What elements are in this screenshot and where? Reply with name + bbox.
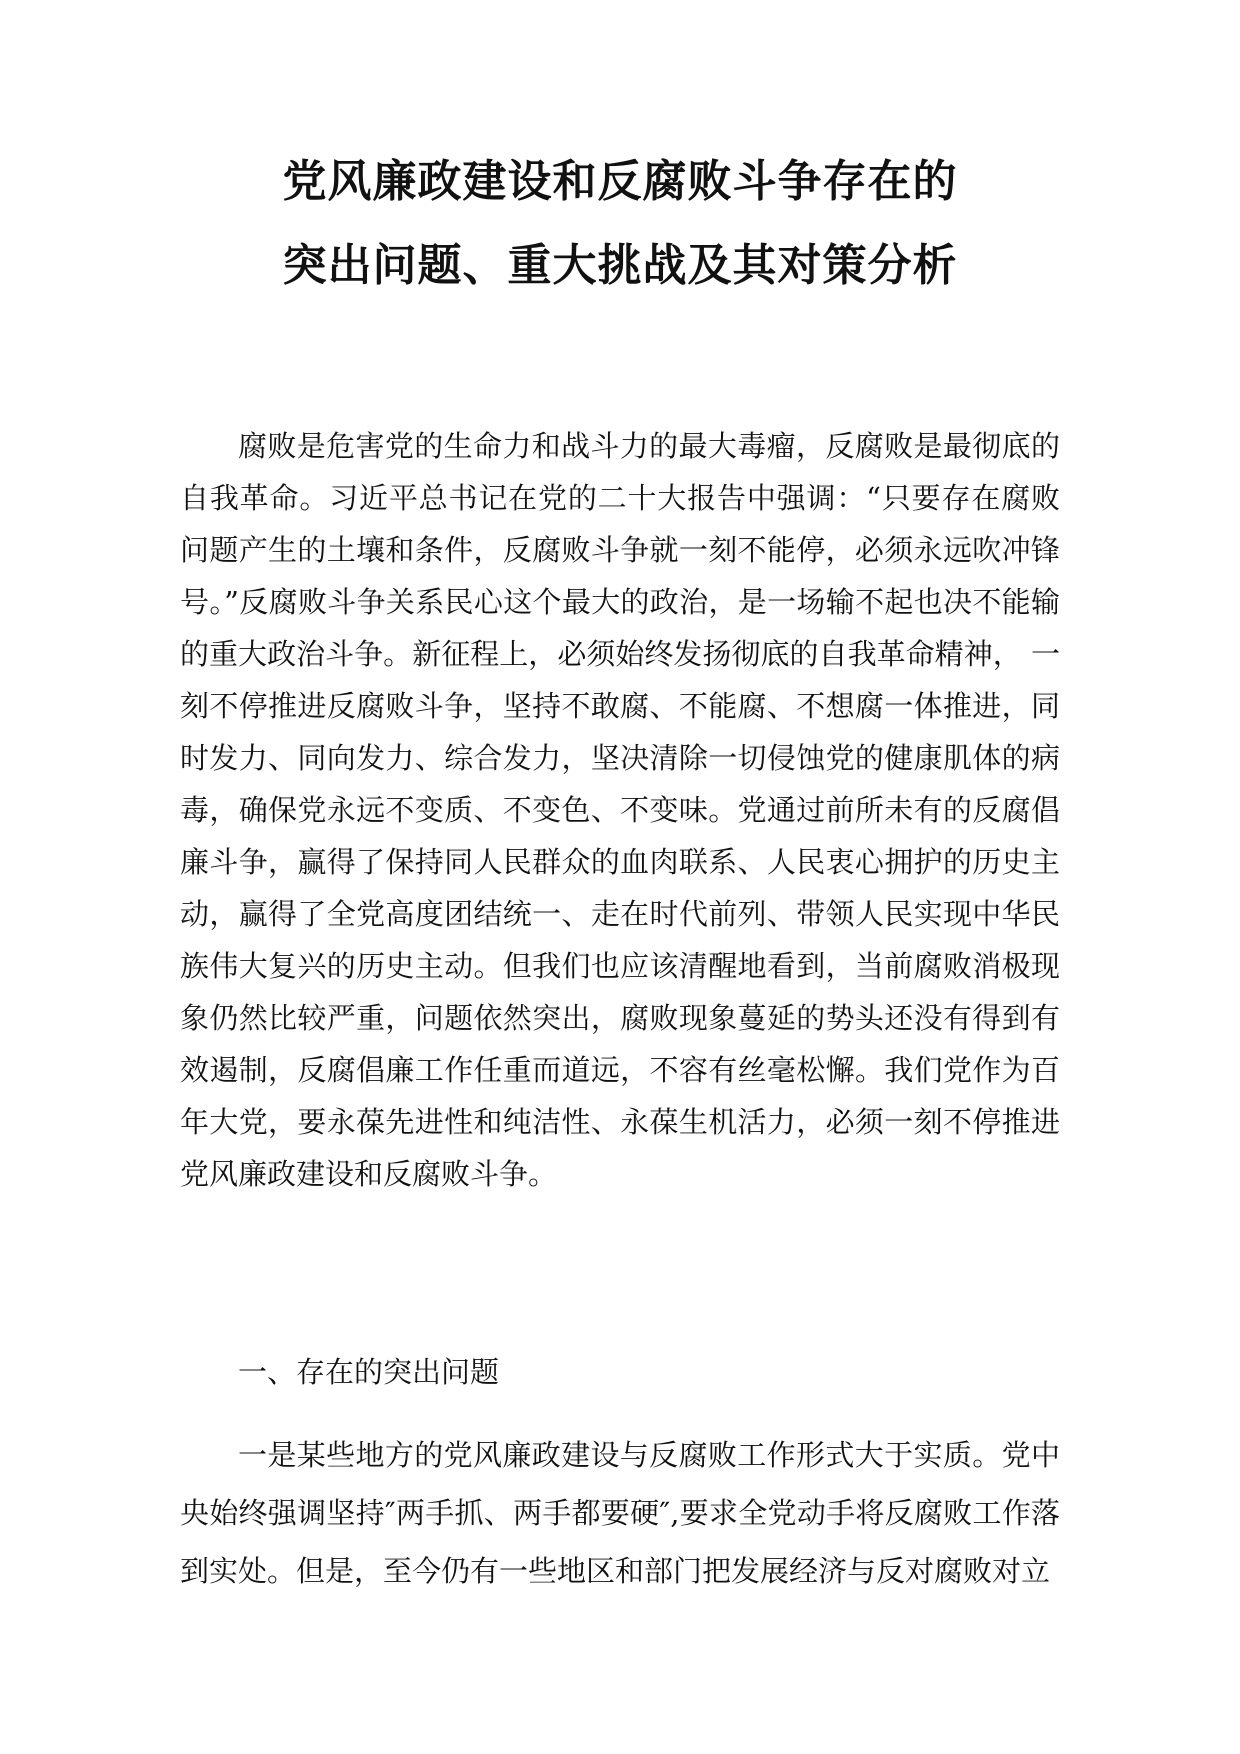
section-paragraph-1: 一是某些地方的党风廉政建设与反腐败工作形式大于实质。党中央始终强调坚持″两手抓、两手都要硬″,要求全党动手将反腐败工作落到实处。但是，至今仍有一些地区和部门把发展经济与反对腐败对立 — [180, 1438, 1060, 1588]
section-heading: 一、存在的突出问题 — [238, 1355, 500, 1389]
document-title-line-2: 突出问题、重大挑战及其对策分析 — [282, 240, 958, 291]
document-title-line-1: 党风廉政建设和反腐败斗争存在的 — [282, 156, 958, 207]
intro-paragraph: 腐败是危害党的生命力和战斗力的最大毒瘤，反腐败是最彻底的自我革命。习近平总书记在党的二十大报告中强调：“只要存在腐败问题产生的土壤和条件，反腐败斗争就一刻不能停，必须永远吹冲锋号。”反腐败斗争关系民心这个最大的政治，是一场输不起也决不能输的重大政治斗争。新征程上，必须始终发扬彻底的自我革命精神， 一刻不停推进反腐败斗争，坚持不敢腐、不能腐、不想腐一体推进，同时发力、同向发力、综合发力，坚决清除一切侵蚀党的健康肌体的病毒，确保党永远不变质、不变色、不变味。党通过前所未有的反腐倡廉斗争，赢得了保持同人民群众的血肉联系、人民衷心拥护的历史主动，赢得了全党高度团结统一、走在时代前列、带领人民实现中华民族伟大复兴的历史主动。但我们也应该清醒地看到，当前腐败消极现象仍然比较严重，问题依然突出，腐败现象蔓延的势头还没有得到有效遏制，反腐倡廉工作任重而道远，不容有丝毫松懈。我们党作为百年大党，要永葆先进性和纯洁性、永葆生机活力，必须一刻不停推进党风廉政建设和反腐败斗争。 — [180, 429, 1060, 1191]
